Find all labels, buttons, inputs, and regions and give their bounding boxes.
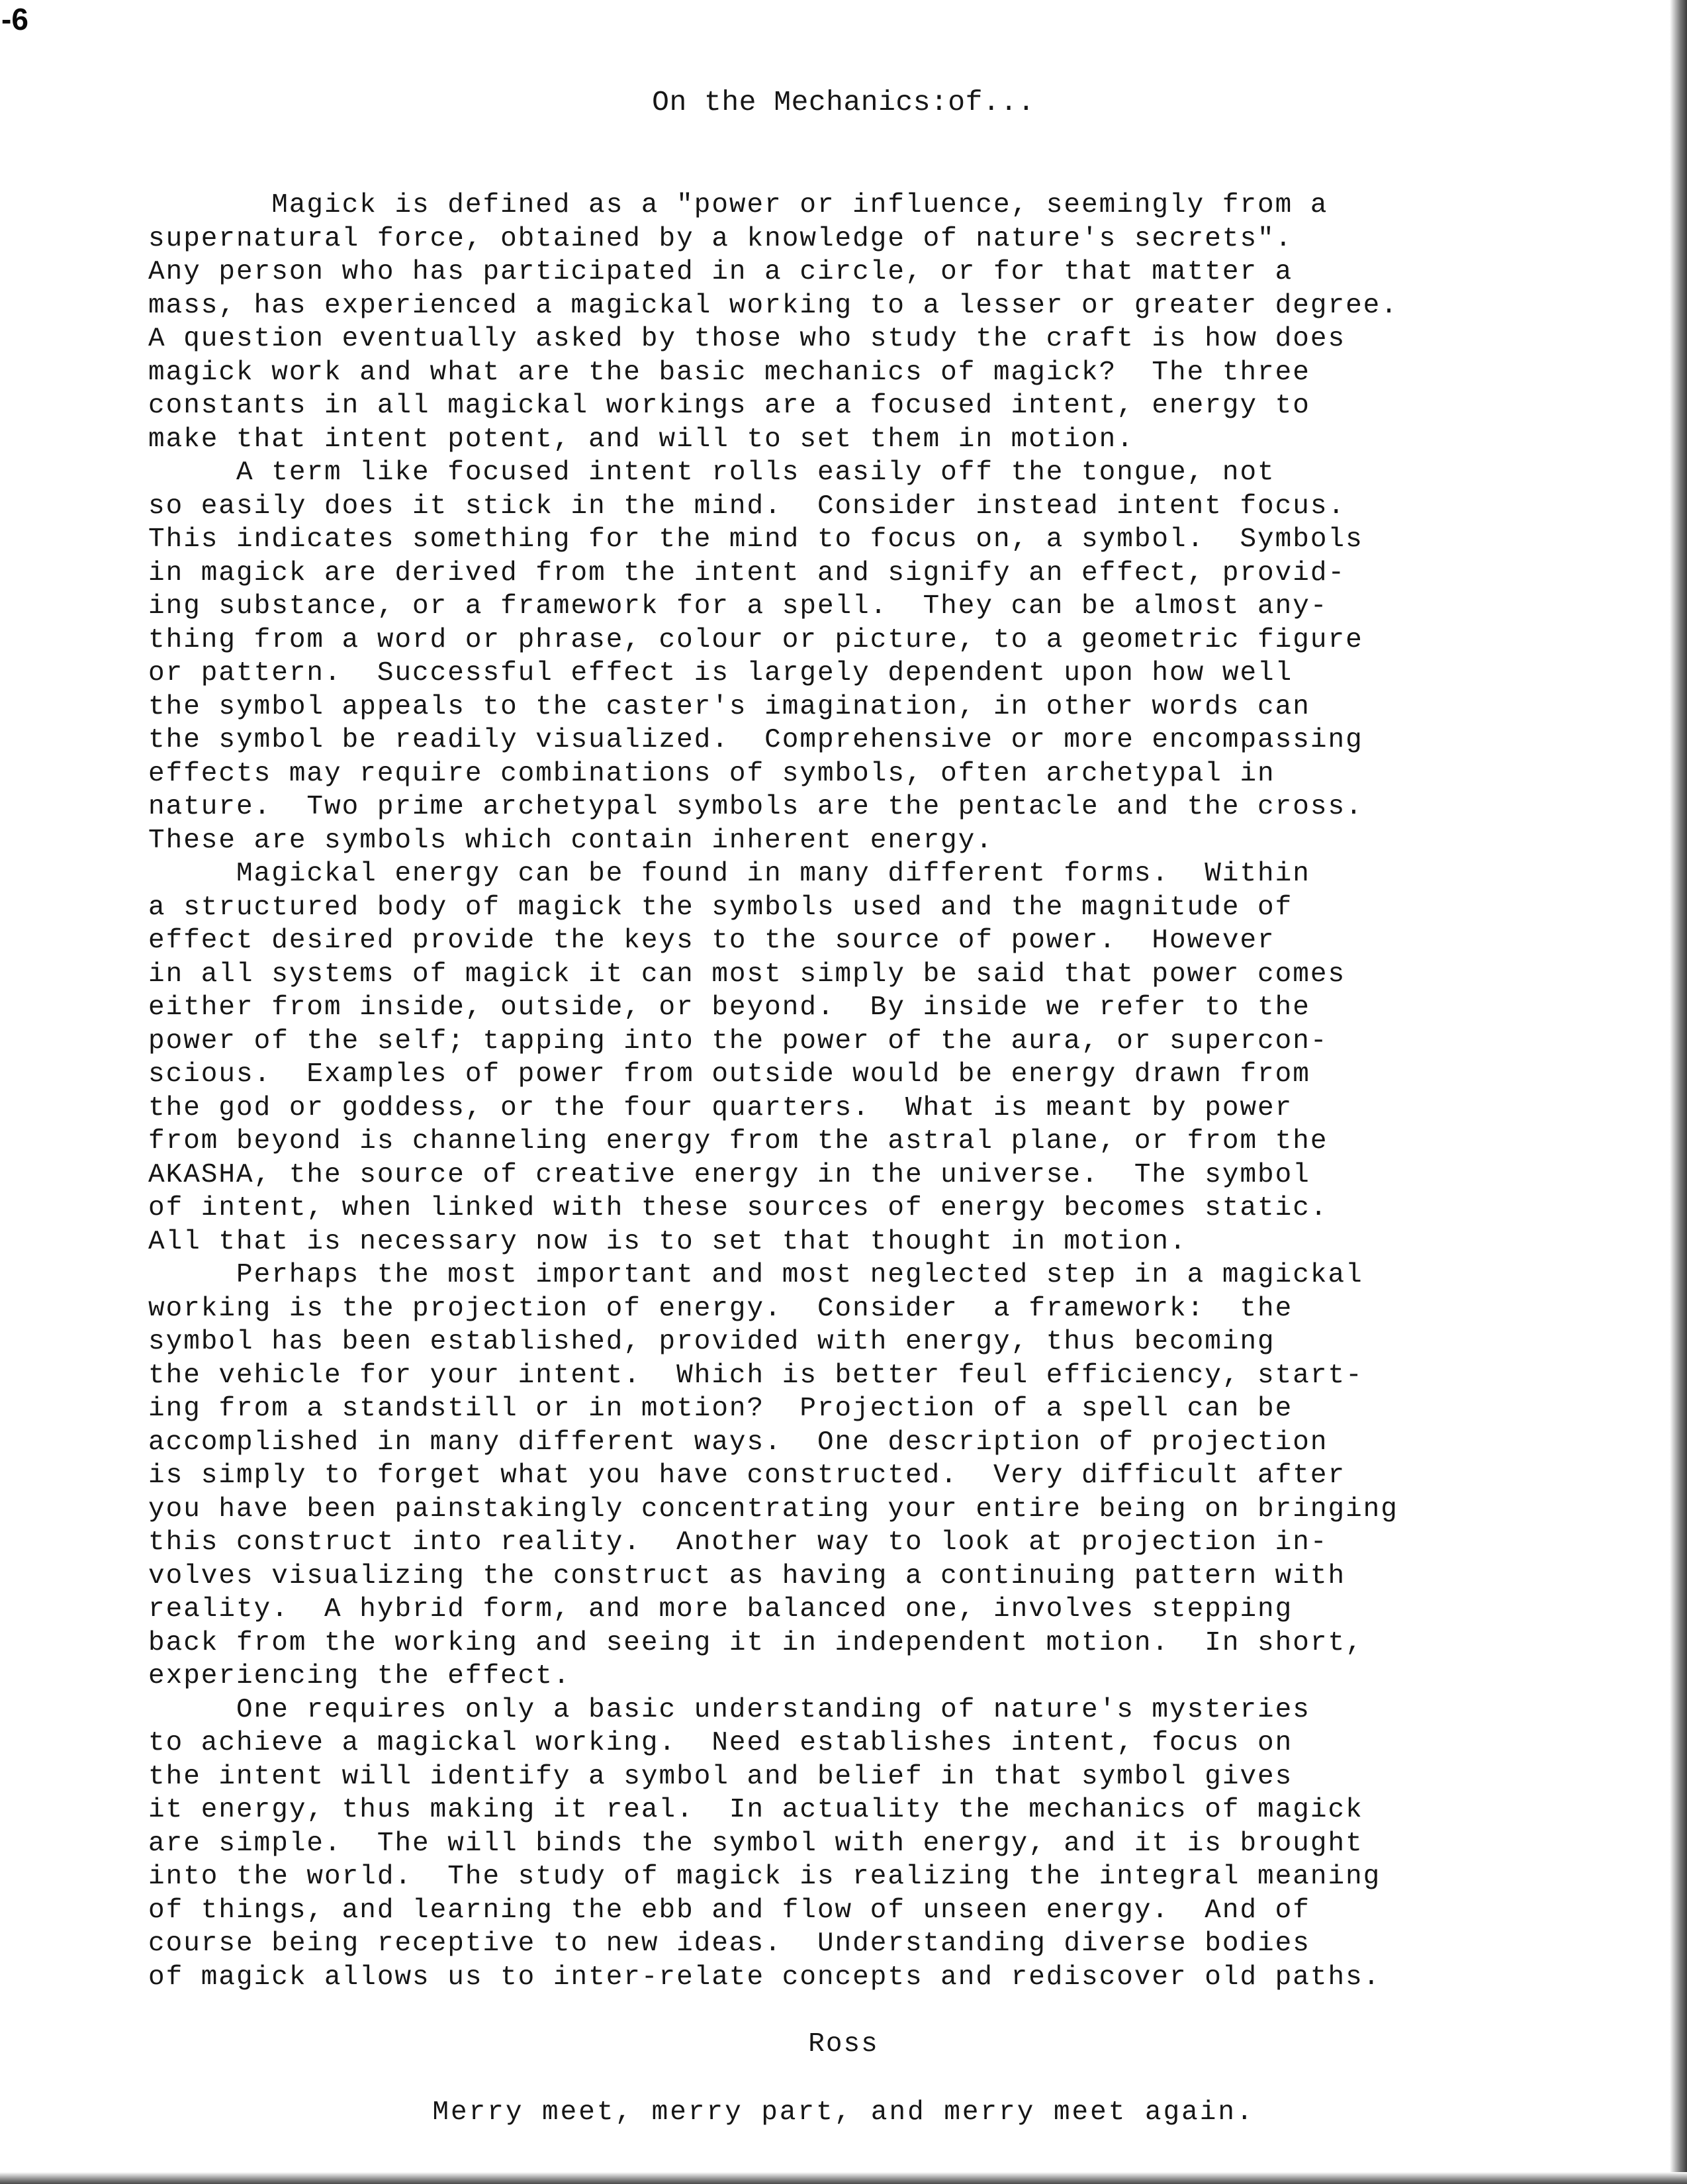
body-line: effect desired provide the keys to the source of power. However: [148, 926, 1275, 956]
body-line: of intent, when linked with these sources of energy becomes static.: [148, 1193, 1328, 1223]
body-line: the god or goddess, or the four quarters. What is meant by power: [148, 1092, 1293, 1123]
body-line: Magick is defined as a "power or influence, seemingly from a: [148, 190, 1328, 220]
body-line: it energy, thus making it real. In actuality the mechanics of magick: [148, 1795, 1363, 1825]
body-line: in all systems of magick it can most simply be said that power comes: [148, 959, 1346, 990]
body-line: is simply to forget what you have constructed. Very difficult after: [148, 1460, 1346, 1491]
body-line: thing from a word or phrase, colour or picture, to a geometric figure: [148, 624, 1363, 655]
body-line: Perhaps the most important and most neglected step in a magickal: [148, 1260, 1363, 1290]
body-line: magick work and what are the basic mechanics of magick? The three: [148, 357, 1310, 388]
body-line: All that is necessary now is to set that thought in motion.: [148, 1226, 1187, 1257]
body-line: the symbol appeals to the caster's imagination, in other words can: [148, 691, 1310, 722]
body-line: A question eventually asked by those who study the craft is how does: [148, 324, 1346, 354]
body-line: accomplished in many different ways. One description of projection: [148, 1427, 1328, 1458]
body-line: effects may require combinations of symbols, often archetypal in: [148, 758, 1275, 789]
body-line: the vehicle for your intent. Which is better feul efficiency, start-: [148, 1360, 1363, 1391]
page-edge-right: [1670, 0, 1687, 2184]
body-line: A term like focused intent rolls easily off the tongue, not: [148, 457, 1275, 488]
article-title: On the Mechanics:of...: [652, 86, 1035, 119]
body-line: symbol has been established, provided with energy, thus becoming: [148, 1327, 1275, 1357]
body-line: the symbol be readily visualized. Comprehensive or more encompassing: [148, 725, 1363, 755]
body-line: AKASHA, the source of creative energy in the universe. The symbol: [148, 1159, 1310, 1190]
page-edge-bottom: [0, 2172, 1687, 2184]
closing-line: Merry meet, merry part, and merry meet again.: [432, 2097, 1255, 2128]
body-line: or pattern. Successful effect is largely dependent upon how well: [148, 658, 1293, 688]
body-line: this construct into reality. Another way to look at projection in-: [148, 1527, 1328, 1558]
author-signature: Ross: [808, 2029, 879, 2060]
body-line: volves visualizing the construct as having a continuing pattern with: [148, 1560, 1346, 1591]
body-line: are simple. The will binds the symbol with energy, and it is brought: [148, 1828, 1363, 1859]
body-line: you have been painstakingly concentrating your entire being on bringing: [148, 1494, 1398, 1525]
body-line: power of the self; tapping into the power of the aura, or supercon-: [148, 1025, 1328, 1057]
body-line: of magick allows us to inter-relate concepts and rediscover old paths.: [148, 1962, 1381, 1993]
body-line: into the world. The study of magick is realizing the integral meaning: [148, 1862, 1381, 1892]
body-line: scious. Examples of power from outside would be energy drawn from: [148, 1059, 1310, 1090]
body-line: either from inside, outside, or beyond. By inside we refer to the: [148, 992, 1310, 1023]
body-line: reality. A hybrid form, and more balanced one, involves stepping: [148, 1594, 1293, 1625]
body-line: the intent will identify a symbol and belief in that symbol gives: [148, 1761, 1293, 1792]
article-body: [148, 189, 1637, 1994]
body-line: This indicates something for the mind to focus on, a symbol. Symbols: [148, 524, 1363, 555]
body-line: from beyond is channeling energy from the astral plane, or from the: [148, 1126, 1328, 1157]
body-line: experiencing the effect.: [148, 1661, 571, 1691]
body-line: supernatural force, obtained by a knowledge of nature's secrets".: [148, 223, 1293, 254]
body-line: course being receptive to new ideas. Understanding diverse bodies: [148, 1928, 1310, 1959]
body-line: Any person who has participated in a circle, or for that matter a: [148, 257, 1293, 287]
body-line: a structured body of magick the symbols used and the magnitude of: [148, 892, 1293, 923]
body-line: back from the working and seeing it in independent motion. In short,: [148, 1627, 1363, 1658]
body-line: of things, and learning the ebb and flow of unseen energy. And of: [148, 1895, 1310, 1926]
body-line: working is the projection of energy. Consider a framework: the: [148, 1293, 1293, 1324]
body-line: Magickal energy can be found in many different forms. Within: [148, 859, 1310, 889]
body-line: ing from a standstill or in motion? Projection of a spell can be: [148, 1394, 1293, 1424]
body-line: ing substance, or a framework for a spell. They can be almost any-: [148, 591, 1328, 622]
body-line: These are symbols which contain inherent energy.: [148, 825, 993, 856]
body-line: nature. Two prime archetypal symbols are the pentacle and the cross.: [148, 792, 1363, 822]
body-line: mass, has experienced a magickal working to a lesser or greater degree.: [148, 290, 1398, 321]
body-line: to achieve a magickal working. Need establishes intent, focus on: [148, 1728, 1293, 1758]
body-line: in magick are derived from the intent and signify an effect, provid-: [148, 557, 1346, 589]
body-line: constants in all magickal workings are a focused intent, energy to: [148, 391, 1310, 421]
page-number: -6: [1, 2, 28, 36]
body-line: so easily does it stick in the mind. Consider instead intent focus.: [148, 491, 1346, 522]
body-line: make that intent potent, and will to set them in motion.: [148, 424, 1134, 455]
body-line: One requires only a basic understanding of nature's mysteries: [148, 1694, 1310, 1725]
